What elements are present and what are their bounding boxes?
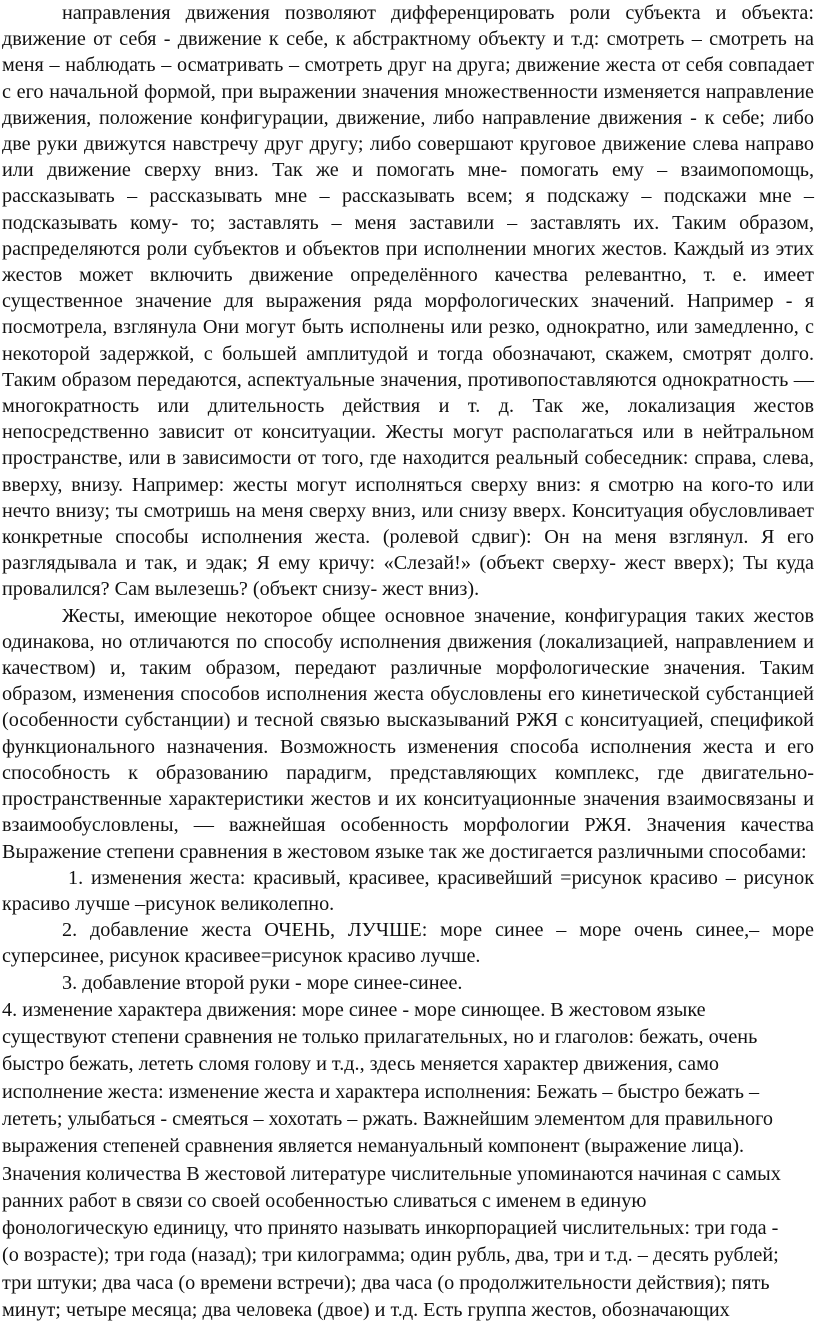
text-line: быстро бежать, лететь сломя голову и т.д., здесь меняется характер движения, само	[2, 1053, 719, 1076]
text-line: исполнение жеста: изменение жеста и характера исполнения: Бежать – быстро бежать –	[2, 1080, 760, 1103]
text-line: ранних работ в связи со своей особенностью сливаться с именем в единую	[2, 1189, 647, 1212]
text-line: существуют степени сравнения не только прилагательных, но и глаголов: бежать, очень	[2, 1026, 758, 1049]
text-line: 4. изменение характера движения: море синее - море синющее. В жестовом языке	[2, 998, 706, 1021]
paragraph-gesture-direction: направления движения позволяют дифференцировать роли субъекта и объекта: движение от себя - движение к себе, к абстрактному объекту и т.д: смотреть – смотреть на меня – наблюдать – осматривать – смотреть друг на друга; движение жеста от себя совпадает с его начальной формой, при выражении значения множественности изменяется направление движения, положение конфигурации, движение, либо направление движения - к себе; либо две руки движутся навстречу друг другу; либо совершают круговое движение слева направо или движение сверху вниз. Так же и помогать мне- помогать ему – взаимопомощь, рассказывать – рассказывать мне – рассказывать всем; я подскажу – подскажи мне – подсказывать кому- то; заставлять – меня заставили – заставлять их. Таким образом, распределяются роли субъектов и объектов при исполнении многих жестов. Каждый из этих жестов может включить движение определённого качества релевантно, т. е. имеет существенное значение для выражения ряда морфологических значений. Например - я посмотрела, взглянула Они могут быть исполнены или резко, однократно, или замедленно, с некоторой задержкой, с большей амплитудой и тогда обозначают, скажем, смотрят долго. Таким образом передаются, аспектуальные значения, противопоставляются однократность –– многократность или длительность действия и т. д. Так же, локализация жестов непосредственно зависит от конситуации. Жесты могут располагаться или в нейтральном пространстве, или в зависимости от того, где находится реальный собеседник: справа, слева, вверху, внизу. Например: жесты могут исполняться сверху вниз: я смотрю на кого-то или нечто внизу; ты смотришь на меня сверху вниз, или снизу вверх. Конситуация обусловливает конкретные способы исполнения жеста. (ролевой сдвиг): Он на меня взглянул. Я его разглядывала и так, и эдак; Я ему кричу: «Слезай!» (объект сверху- жест вверх); Ты куда провалился? Сам вылезешь? (объект снизу- жест вниз).	[2, 2, 814, 601]
text-line: три штуки; два часа (о времени встречи); два часа (о продолжительности действия); пять	[2, 1271, 770, 1294]
text-line: минут; четыре месяца; два человека (двое) и т.д. Есть группа жестов, обозначающих	[2, 1298, 730, 1321]
text-line: лететь; улыбаться - смеяться – хохотать – ржать. Важнейшим элементом для правильного	[2, 1107, 773, 1130]
list-item-3: 3. добавление второй руки - море синее-синее.	[62, 971, 463, 994]
text-line: фонологическую единицу, что принято называть инкорпорацией числительных: три года -	[2, 1217, 779, 1240]
justified-text-block	[2, 0, 814, 996]
document-page	[2, 0, 814, 1324]
plain-text-block	[2, 997, 814, 1324]
list-item-2: 2. добавление жеста ОЧЕНЬ, ЛУЧШЕ: море синее – море очень синее,– море суперсинее, рисунок красивее=рисунок красиво лучше.	[2, 919, 814, 968]
text-line: выражения степеней сравнения является немануальный компонент (выражение лица).	[2, 1135, 745, 1158]
text-line: Значения количества В жестовой литературе числительные упоминаются начиная с самых	[2, 1162, 781, 1185]
paragraph-gesture-meaning: Жесты, имеющие некоторое общее основное значение, конфигурация таких жестов одинакова, но отличаются по способу исполнения движения (локализацией, направлением и качеством) и, таким образом, передают различные морфологические значения. Таким образом, изменения способов исполнения жеста обусловлены его кинетической субстанцией (особенности субстанции) и тесной связью высказываний РЖЯ с конситуацией, спецификой функционального назначения. Возможность изменения способа исполнения жеста и его способность к образованию парадигм, представляющих комплекс, где двигательно-пространственные характеристики жестов и их конситуационные значения взаимосвязаны и взаимообусловлены, –– важнейшая особенность морфологии РЖЯ. Значения качества Выражение степени сравнения в жестовом языке так же достигается различными способами:	[2, 604, 814, 863]
list-item-1: 1. изменения жеста: красивый, красивее, красивейший =рисунок красиво – рисунок красиво лучше –рисунок великолепно.	[2, 866, 814, 915]
text-line: (о возрасте); три года (назад); три килограмма; один рубль, два, три и т.д. – десять рублей;	[2, 1244, 779, 1267]
